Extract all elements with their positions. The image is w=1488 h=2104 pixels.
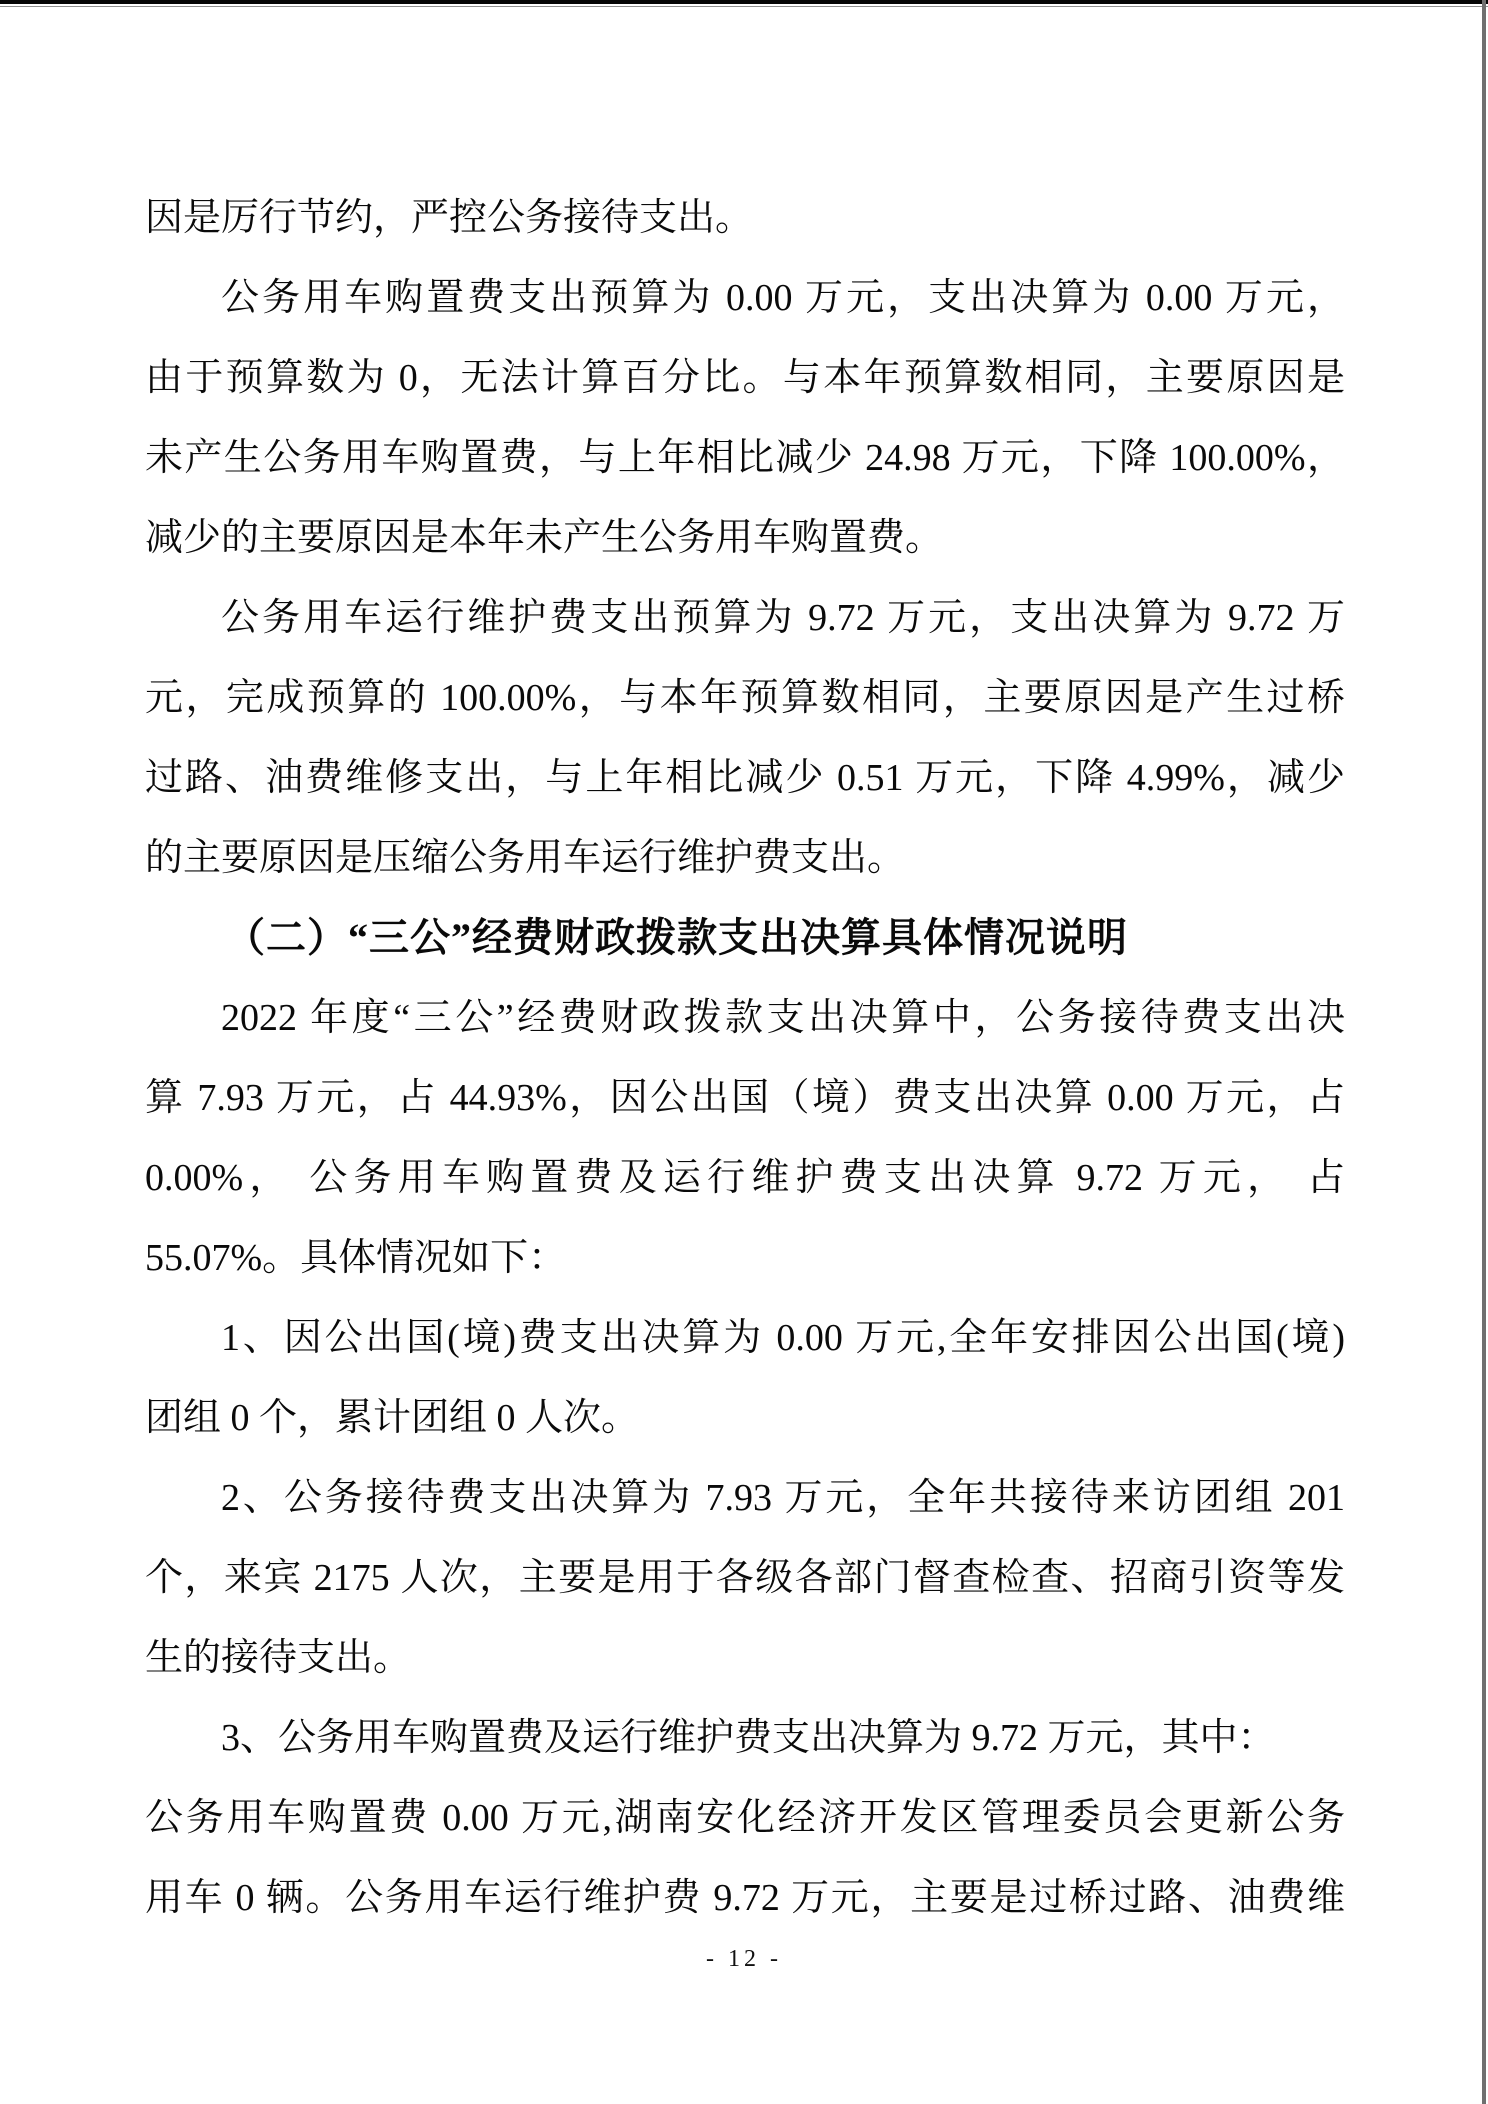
text-line: 过路、油费维修支出，与上年相比减少 0.51 万元，下降 4.99%，减少 <box>145 757 1345 799</box>
text-line: 由于预算数为 0，无法计算百分比。与本年预算数相同，主要原因是 <box>145 357 1345 399</box>
text-line: 个，来宾 2175 人次，主要是用于各级各部门督查检查、招商引资等发 <box>145 1557 1345 1599</box>
text-line: 公务用车购置费支出预算为 0.00 万元，支出决算为 0.00 万元， <box>221 277 1345 319</box>
text-line: 2、公务接待费支出决算为 7.93 万元，全年共接待来访团组 201 <box>221 1477 1345 1519</box>
text-line: 55.07%。具体情况如下： <box>145 1237 567 1279</box>
text-block <box>145 178 1345 1938</box>
page-number: - 12 - <box>706 1946 782 1972</box>
page-top-rule <box>0 6 1488 7</box>
text-line: 减少的主要原因是本年未产生公务用车购置费。 <box>145 517 944 559</box>
scan-edge-line <box>1482 0 1486 2104</box>
text-line: 的主要原因是压缩公务用车运行维护费支出。 <box>145 837 906 879</box>
text-line: 算 7.93 万元，占 44.93%，因公出国（境）费支出决算 0.00 万元，占 <box>145 1077 1345 1119</box>
text-line: 公务用车运行维护费支出预算为 9.72 万元，支出决算为 9.72 万 <box>221 597 1345 639</box>
text-line: 因是厉行节约，严控公务接待支出。 <box>145 197 754 239</box>
text-line: 2022 年度“三公”经费财政拨款支出决算中，公务接待费支出决 <box>221 997 1345 1039</box>
text-line: 1、因公出国(境)费支出决算为 0.00 万元,全年安排因公出国(境) <box>221 1317 1345 1359</box>
text-line: 用车 0 辆。公务用车运行维护费 9.72 万元，主要是过桥过路、油费维 <box>145 1877 1345 1919</box>
page-top-border <box>0 0 1488 4</box>
text-line: 团组 0 个，累计团组 0 人次。 <box>145 1397 640 1439</box>
text-line: 元，完成预算的 100.00%，与本年预算数相同，主要原因是产生过桥 <box>145 677 1345 719</box>
text-line: 公务用车购置费 0.00 万元,湖南安化经济开发区管理委员会更新公务 <box>145 1797 1345 1839</box>
text-line: 未产生公务用车购置费，与上年相比减少 24.98 万元，下降 100.00%， <box>145 437 1345 479</box>
text-line: 生的接待支出。 <box>145 1637 412 1679</box>
text-line: 3、公务用车购置费及运行维护费支出决算为 9.72 万元，其中： <box>221 1717 1276 1759</box>
section-heading: （二）“三公”经费财政拨款支出决算具体情况说明 <box>225 915 1128 960</box>
text-line: 0.00%， 公务用车购置费及运行维护费支出决算 9.72 万元， 占 <box>145 1157 1345 1199</box>
